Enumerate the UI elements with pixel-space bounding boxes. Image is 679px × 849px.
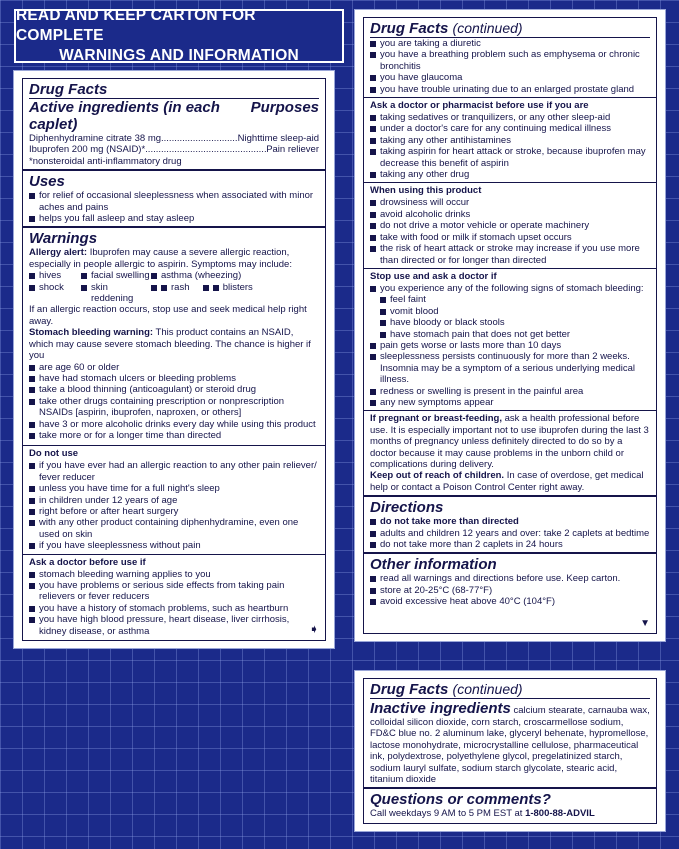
banner-line-2: WARNINGS AND INFORMATION	[59, 47, 299, 64]
list-item: read all warnings and directions before use. Keep carton.	[370, 573, 650, 584]
ask-doctor-section	[23, 555, 325, 639]
list-item: the risk of heart attack or stroke may increase if you use more than directed or for longer than directed	[370, 243, 650, 266]
inactive-ingredients-section	[364, 679, 656, 789]
continue-arrow-icon: ➧	[308, 622, 319, 636]
inactive-ingredients-text: calcium stearate, carnauba wax, colloidal silicon dioxide, corn starch, croscarmellose sodium, FD&C blue no. 2 aluminum lake, glyceryl behenate, hypromellose, lactose monohydrate, microcrystalline cellulose, pharmaceutical ink, polydextrose, polyethylene glycol, pregelatinized starch, sodium lauryl sulfate, sodium starch glycolate, stearic acid, titanium dioxide	[370, 705, 650, 786]
active-ingredients-heading: Active ingredients (in each caplet)	[29, 99, 220, 133]
list-item: are age 60 or older	[29, 362, 319, 373]
drug-facts-title: Drug Facts	[370, 681, 449, 698]
list-item: avoid alcoholic drinks	[370, 209, 650, 220]
directions-heading: Directions	[370, 499, 444, 517]
list-item: take a blood thinning (anticoagulant) or steroid drug	[29, 384, 319, 395]
ingredient-purpose: Nighttime sleep-aid	[237, 133, 319, 144]
inactive-ingredients-heading: Inactive ingredients	[370, 700, 511, 717]
keep-out-label: Keep out of reach of children.	[370, 470, 505, 482]
drug-facts-panel-1	[14, 71, 334, 648]
ingredient-row	[29, 133, 319, 144]
symptom-item: skin reddening	[81, 282, 151, 305]
pregnant-text: ask a health professional before use. It is especially important not to use ibuprofen during the last 3 months of pregnancy unless definitely directed to do so by a doctor because it may cause problems in the unborn child or complications during delivery.	[370, 413, 649, 470]
list-item: taking aspirin for heart attack or stroke, because ibuprofen may decrease this benefit of aspirin	[370, 146, 650, 169]
purposes-heading: Purposes	[250, 99, 319, 116]
drug-facts-panel-2	[355, 10, 665, 641]
list-item: avoid excessive heat above 40°C (104°F)	[370, 596, 650, 607]
list-item: you have high blood pressure, heart disease, liver cirrhosis, kidney disease, or asthma	[29, 614, 319, 637]
directions-section	[364, 497, 656, 554]
do-not-use-heading: Do not use	[29, 448, 79, 460]
keep-out-text: In case of overdose, get medical help or contact a Poison Control Center right away.	[370, 470, 644, 493]
list-item: have bloody or black stools	[380, 317, 650, 328]
list-item: you have a breathing problem such as emphysema or chronic bronchitis	[370, 49, 650, 72]
questions-text: Call weekdays 9 AM to 5 PM EST at	[370, 808, 523, 820]
ingredient-purpose: Pain reliever	[266, 144, 319, 156]
questions-section	[364, 789, 656, 821]
drug-facts-title: Drug Facts	[370, 20, 449, 37]
list-item: store at 20-25°C (68-77°F)	[370, 585, 650, 596]
ingredient-name: Diphenhydramine citrate 38 mg	[29, 133, 162, 144]
list-item: drowsiness will occur	[370, 197, 650, 208]
list-item: do not take more than 2 caplets in 24 hours	[370, 539, 650, 550]
list-item: take more or for a longer time than directed	[29, 430, 319, 441]
list-item: under a doctor's care for any continuing medical illness	[370, 123, 650, 134]
list-item: do not take more than directed	[370, 516, 650, 527]
list-item: pain gets worse or lasts more than 10 days	[370, 340, 650, 351]
list-item: helps you fall asleep and stay asleep	[29, 213, 319, 224]
list-item: take with food or milk if stomach upset occurs	[370, 232, 650, 243]
list-item: you have trouble urinating due to an enlarged prostate gland	[370, 84, 650, 95]
warnings-heading: Warnings	[29, 230, 98, 248]
when-using-heading: When using this product	[370, 185, 482, 197]
banner-line-1: READ AND KEEP CARTON FOR COMPLETE	[16, 7, 256, 44]
list-item: take other drugs containing prescription or nonprescription NSAIDs [aspirin, ibuprofen, naproxen, or others]	[29, 396, 319, 419]
ask-pharmacist-heading: Ask a doctor or pharmacist before use if you are	[370, 100, 589, 112]
continue-arrow-icon: ▼	[640, 618, 650, 629]
symptom-item: hives	[29, 270, 81, 281]
list-item: you experience any of the following signs of stomach bleeding:	[370, 283, 650, 294]
symptom-item: asthma (wheezing)	[151, 270, 319, 281]
allergy-after-text: If an allergic reaction occurs, stop use and seek medical help right away.	[29, 304, 307, 327]
stop-use-heading: Stop use and ask a doctor if	[370, 270, 497, 282]
list-item: taking any other drug	[370, 169, 650, 180]
do-not-use-section	[23, 446, 325, 554]
stomach-warning-text: This product contains an NSAID, which may cause severe stomach bleeding. The chance is higher if you	[29, 327, 311, 362]
list-item: adults and children 12 years and over: take 2 caplets at bedtime	[370, 528, 650, 539]
pregnant-label: If pregnant or breast-feeding,	[370, 413, 502, 425]
stomach-warning-label: Stomach bleeding warning:	[29, 327, 154, 339]
questions-heading: Questions or comments?	[370, 791, 551, 809]
drug-facts-panel-3	[355, 671, 665, 831]
symptom-item: blisters	[203, 282, 253, 293]
list-item: redness or swelling is present in the painful area	[370, 386, 650, 397]
list-item: have 3 or more alcoholic drinks every day while using this product	[29, 419, 319, 430]
when-using-section	[364, 183, 656, 268]
list-item: if you have ever had an allergic reaction to any other pain reliever/ fever reducer	[29, 460, 319, 483]
active-ingredients-section	[23, 79, 325, 171]
phone-number: 1-800-88-ADVIL	[525, 808, 595, 820]
list-item: with any other product containing diphenhydramine, even one used on skin	[29, 517, 319, 540]
list-item: feel faint	[380, 294, 650, 305]
list-item: do not drive a motor vehicle or operate machinery	[370, 220, 650, 231]
list-item: unless you have time for a full night's sleep	[29, 483, 319, 494]
list-item: sleeplessness persists continuously for more than 2 weeks. Insomnia may be a symptom of a serious underlying medical illness.	[370, 351, 650, 385]
symptom-item: shock	[29, 282, 81, 305]
other-information-heading: Other information	[370, 556, 497, 574]
continued-label: (continued)	[452, 681, 523, 697]
continued-label: (continued)	[452, 20, 523, 36]
list-item: taking sedatives or tranquilizers, or any other sleep-aid	[370, 112, 650, 123]
list-item: you have a history of stomach problems, such as heartburn	[29, 603, 319, 614]
list-item: any new symptoms appear	[370, 397, 650, 408]
nsaid-footnote: *nonsteroidal anti-inflammatory drug	[29, 155, 182, 167]
list-item: you have glaucoma	[370, 72, 650, 83]
list-item: you are taking a diuretic	[370, 38, 650, 49]
list-item: if you have sleeplessness without pain	[29, 540, 319, 551]
ingredient-row	[29, 144, 319, 155]
ask-pharmacist-section	[364, 98, 656, 183]
pregnancy-section	[364, 411, 656, 497]
continued-section	[364, 18, 656, 98]
allergy-alert-label: Allergy alert:	[29, 247, 88, 259]
uses-section	[23, 171, 325, 228]
symptom-grid	[29, 270, 319, 304]
list-item: you have problems or serious side effects from taking pain relievers or fever reducers	[29, 580, 319, 603]
list-item: vomit blood	[380, 306, 650, 317]
list-item: taking any other antihistamines	[370, 135, 650, 146]
other-information-section	[364, 554, 656, 609]
warning-banner	[14, 9, 344, 63]
list-item: right before or after heart surgery	[29, 506, 319, 517]
ingredient-name: Ibuprofen 200 mg (NSAID)*	[29, 144, 146, 156]
allergy-alert-text: Ibuprofen may cause a severe allergic reaction, especially in people allergic to aspirin. Symptoms may include:	[29, 247, 292, 270]
ask-doctor-heading: Ask a doctor before use if	[29, 556, 146, 568]
uses-heading: Uses	[29, 173, 65, 191]
list-item: for relief of occasional sleeplessness when associated with minor aches and pains	[29, 190, 319, 213]
list-item: have stomach pain that does not get better	[380, 329, 650, 340]
list-item: have had stomach ulcers or bleeding problems	[29, 373, 319, 384]
symptom-item: rash blisters	[151, 282, 319, 305]
warnings-section	[23, 228, 325, 446]
stop-use-section	[364, 269, 656, 411]
drug-facts-title: Drug Facts	[29, 81, 108, 98]
list-item: in children under 12 years of age	[29, 495, 319, 506]
symptom-item: facial swelling	[81, 270, 151, 281]
list-item: stomach bleeding warning applies to you	[29, 569, 319, 580]
